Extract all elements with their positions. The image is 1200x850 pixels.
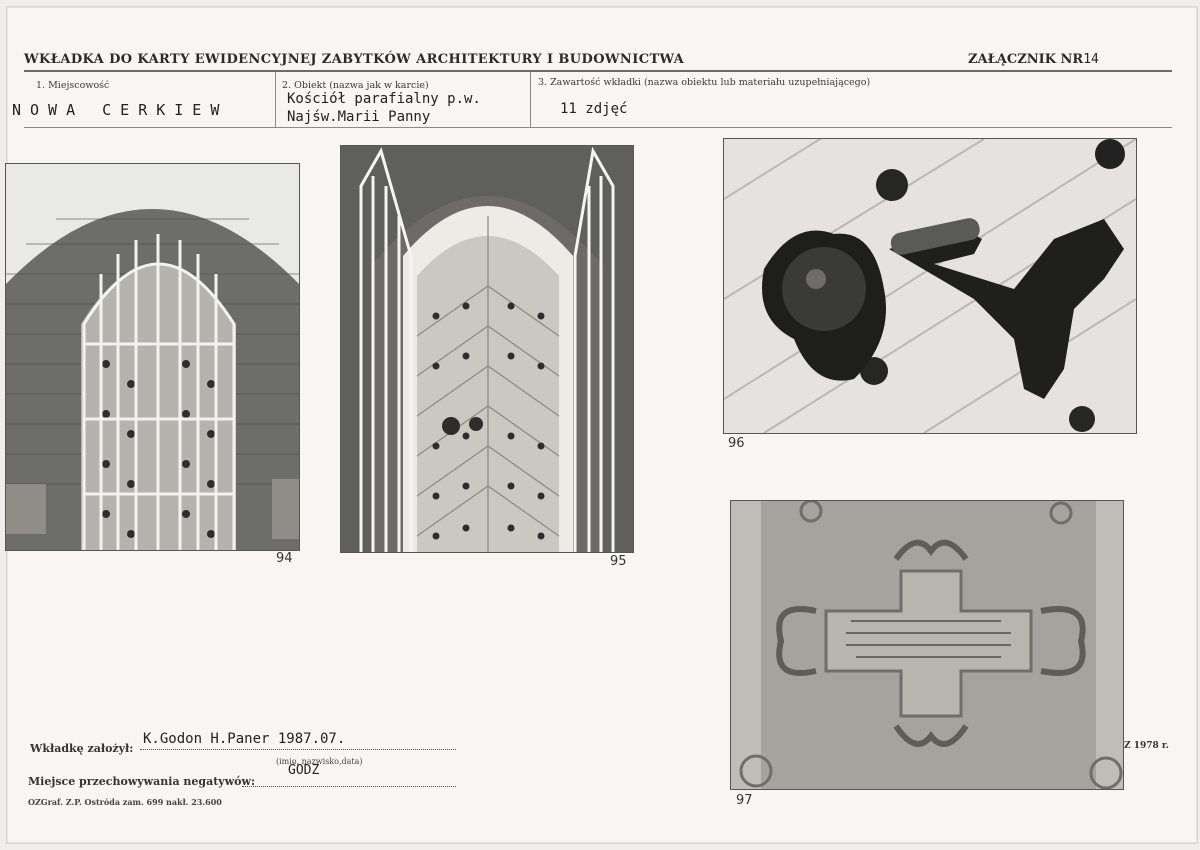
photo-96-number: 96 [728,436,745,451]
photo-95-number: 95 [610,554,627,569]
created-by-label: Wkładkę założył: [30,742,134,755]
printer-note: OZGraf. Z.P. Ostróda zam. 699 nakł. 23.600 [28,797,222,807]
photo-94 [5,163,300,551]
storage-label: Miejsce przechowywania negatywów: [28,775,256,788]
sheet-title: WKŁADKA DO KARTY EWIDENCYJNEJ ZABYTKÓW ARCHITEKTURY I BUDOWNICTWA [24,52,685,67]
annex-number: 14 [1083,52,1099,67]
year-note: Z 1978 r. [1124,741,1169,751]
field-1-label: 1. Miejscowość [36,80,110,91]
field-3-label: 3. Zawartość wkładki (nazwa obiektu lub materiału uzupełniającego) [538,77,871,88]
created-by-value: K.Godon H.Paner 1987.07. [143,731,346,747]
fields-bottom-rule [24,127,1172,128]
storage-value: GODZ [288,763,320,778]
created-by-hint: (imię, nazwisko,data) [276,757,363,766]
field-divider-1 [275,72,276,128]
storage-line [242,770,456,787]
annex-label: ZAŁĄCZNIK NR14 [968,52,1099,67]
photo-97 [730,500,1124,790]
photo-97-number: 97 [736,793,753,808]
field-2-value-line1: Kościół parafialny p.w. [287,91,481,107]
field-1-value: NOWA CERKIEW [12,101,229,119]
photo-95 [340,145,634,553]
field-2-value-line2: Najśw.Marii Panny [287,109,431,125]
field-2-label: 2. Obiekt (nazwa jak w karcie) [282,80,429,91]
photo-94-number: 94 [276,551,293,566]
field-divider-2 [530,72,531,128]
header-rule [24,70,1172,72]
photo-96 [723,138,1137,434]
field-3-value: 11 zdjęć [560,101,628,117]
